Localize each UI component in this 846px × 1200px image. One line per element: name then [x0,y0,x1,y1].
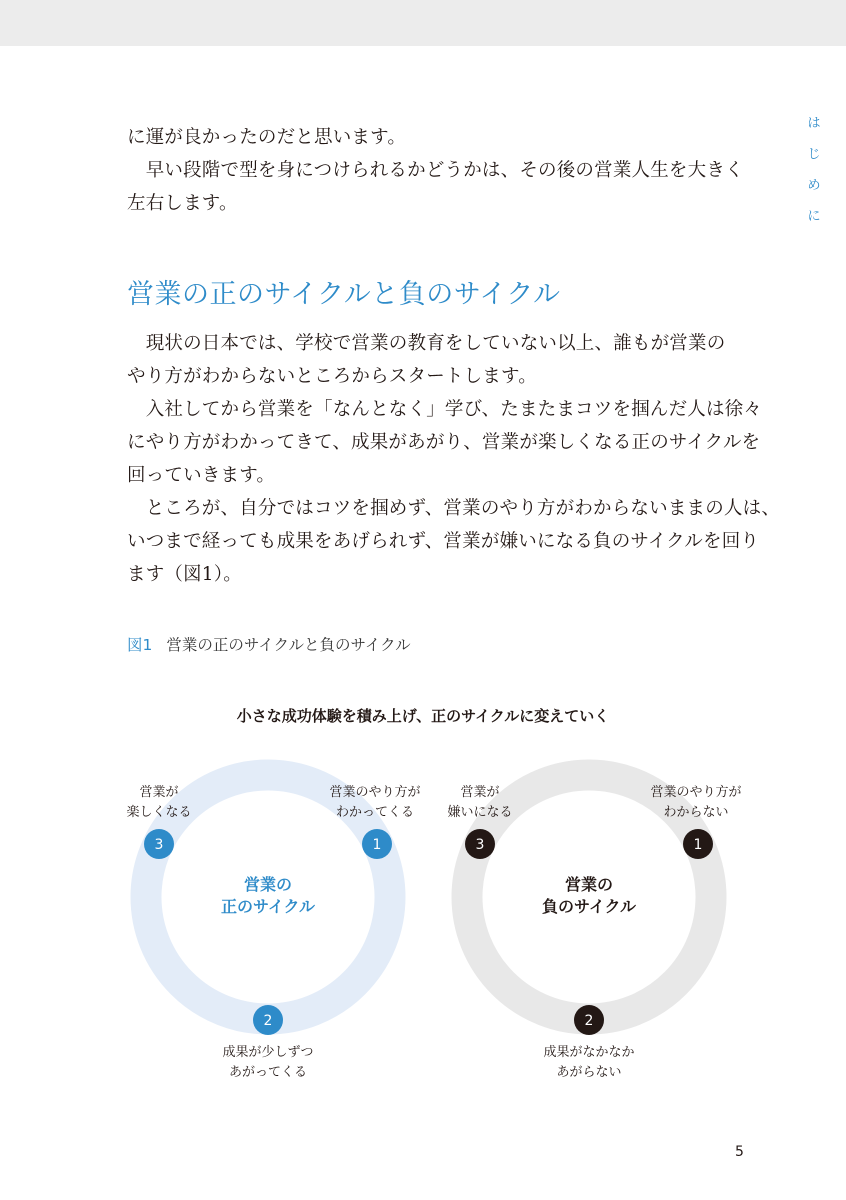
text-line: ところが、自分ではコツを掴めず、営業のやり方がわからないままの人は、 [127,498,781,519]
positive-step-2-number: 2 [263,1013,273,1029]
side-tab-char: じ [807,147,821,162]
positive-cycle-center-line2: 正のサイクル [220,897,316,916]
section-heading: 営業の正のサイクルと負のサイクル [127,279,561,310]
figure-title: 小さな成功体験を積み上げ、正のサイクルに変えていく [236,707,610,725]
positive-step-3-label-line2: 楽しくなる [126,805,192,820]
positive-step-3-number: 3 [154,837,164,853]
negative-step-3-number: 3 [475,837,485,853]
positive-step-3-label-line1: 営業が [139,785,179,800]
figure-caption-text: 営業の正のサイクルと負のサイクル [166,636,411,654]
positive-step-1-label-line1: 営業のやり方が [329,785,421,800]
positive-cycle-center-line1: 営業の [243,875,293,894]
page-number: 5 [735,1144,744,1160]
side-tab-char: め [807,178,821,193]
text-line: いつまで経っても成果をあげられず、営業が嫌いになる負のサイクルを回り [127,531,760,552]
side-tab-char: に [807,209,821,224]
negative-step-2-label-line1: 成果がなかなか [543,1045,635,1060]
positive-step-1-label-line2: わかってくる [335,805,415,820]
positive-step-1-number: 1 [372,837,382,853]
text-line: やり方がわからないところからスタートします。 [127,366,537,387]
negative-cycle-center-line2: 負のサイクル [541,897,637,916]
positive-step-2-label-line2: あがってくる [228,1065,308,1080]
text-line: ます（図1）。 [127,564,242,585]
negative-step-3-label-line1: 営業が [460,785,500,800]
text-line: 左右します。 [127,193,238,214]
negative-step-1-label-line1: 営業のやり方が [650,785,742,800]
text-line: 回っていきます。 [127,465,276,486]
side-tab-char: は [807,116,821,131]
text-line: にやり方がわかってきて、成果があがり、営業が楽しくなる正のサイクルを [127,432,761,453]
text-line: に運が良かったのだと思います。 [127,127,407,148]
negative-step-2-label-line2: あがらない [556,1065,622,1080]
negative-cycle-center-line1: 営業の [564,875,614,894]
negative-step-2-number: 2 [584,1013,594,1029]
text-line: 入社してから営業を「なんとなく」学び、たまたまコツを掴んだ人は徐々 [127,399,763,420]
text-line: 現状の日本では、学校で営業の教育をしていない以上、誰もが営業の [127,333,726,354]
negative-step-3-label-line2: 嫌いになる [447,805,513,820]
text-line: 早い段階で型を身につけられるかどうかは、その後の営業人生を大きく [127,160,744,181]
negative-step-1-label-line2: わからない [663,805,729,820]
negative-step-1-number: 1 [693,837,703,853]
figure-number: 図1 [127,636,153,654]
positive-step-2-label-line1: 成果が少しずつ [222,1045,314,1060]
